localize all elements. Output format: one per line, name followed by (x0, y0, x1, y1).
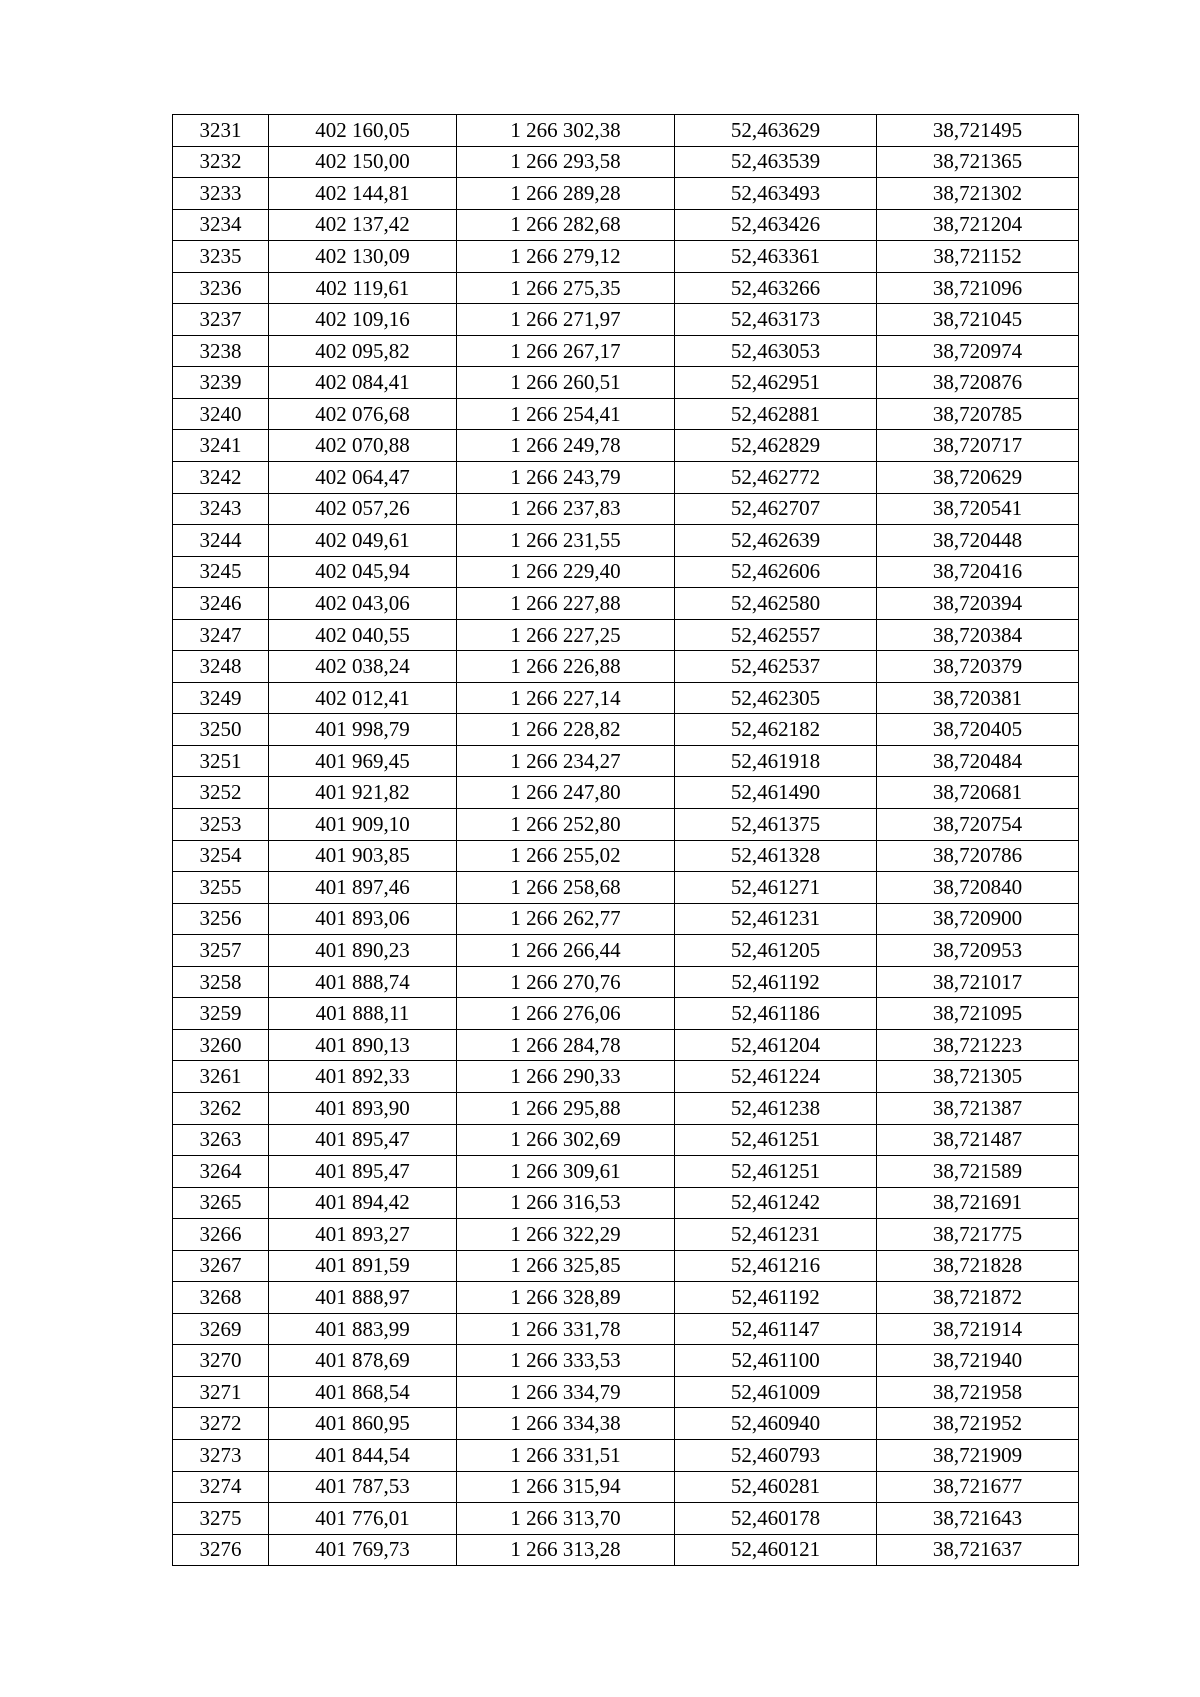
point-number-cell: 3253 (173, 809, 269, 841)
point-number-cell: 3265 (173, 1187, 269, 1219)
longitude-cell: 38,720394 (877, 588, 1079, 620)
latitude-cell: 52,463629 (675, 115, 877, 147)
y-coordinate-cell: 1 266 334,79 (457, 1376, 675, 1408)
x-coordinate-cell: 401 883,99 (269, 1313, 457, 1345)
latitude-cell: 52,461251 (675, 1156, 877, 1188)
longitude-cell: 38,721958 (877, 1376, 1079, 1408)
y-coordinate-cell: 1 266 295,88 (457, 1092, 675, 1124)
longitude-cell: 38,720629 (877, 462, 1079, 494)
longitude-cell: 38,721775 (877, 1219, 1079, 1251)
longitude-cell: 38,721677 (877, 1471, 1079, 1503)
y-coordinate-cell: 1 266 258,68 (457, 872, 675, 904)
longitude-cell: 38,721152 (877, 241, 1079, 273)
y-coordinate-cell: 1 266 271,97 (457, 304, 675, 336)
longitude-cell: 38,720484 (877, 745, 1079, 777)
latitude-cell: 52,461231 (675, 1219, 877, 1251)
latitude-cell: 52,461147 (675, 1313, 877, 1345)
latitude-cell: 52,462305 (675, 682, 877, 714)
longitude-cell: 38,721872 (877, 1282, 1079, 1314)
point-number-cell: 3248 (173, 651, 269, 683)
point-number-cell: 3243 (173, 493, 269, 525)
table-row (173, 777, 1079, 809)
point-number-cell: 3233 (173, 178, 269, 210)
latitude-cell: 52,461918 (675, 745, 877, 777)
latitude-cell: 52,462557 (675, 619, 877, 651)
table-row (173, 272, 1079, 304)
y-coordinate-cell: 1 266 237,83 (457, 493, 675, 525)
y-coordinate-cell: 1 266 262,77 (457, 903, 675, 935)
x-coordinate-cell: 402 043,06 (269, 588, 457, 620)
latitude-cell: 52,461375 (675, 809, 877, 841)
table-row (173, 651, 1079, 683)
table-row (173, 1250, 1079, 1282)
y-coordinate-cell: 1 266 270,76 (457, 966, 675, 998)
table-row (173, 556, 1079, 588)
longitude-cell: 38,721914 (877, 1313, 1079, 1345)
point-number-cell: 3271 (173, 1376, 269, 1408)
point-number-cell: 3246 (173, 588, 269, 620)
table-row (173, 1503, 1079, 1535)
table-row (173, 745, 1079, 777)
x-coordinate-cell: 401 888,11 (269, 998, 457, 1030)
x-coordinate-cell: 402 070,88 (269, 430, 457, 462)
x-coordinate-cell: 401 894,42 (269, 1187, 457, 1219)
latitude-cell: 52,463539 (675, 146, 877, 178)
longitude-cell: 38,720379 (877, 651, 1079, 683)
point-number-cell: 3254 (173, 840, 269, 872)
y-coordinate-cell: 1 266 331,78 (457, 1313, 675, 1345)
y-coordinate-cell: 1 266 227,14 (457, 682, 675, 714)
latitude-cell: 52,461100 (675, 1345, 877, 1377)
table-row (173, 1408, 1079, 1440)
latitude-cell: 52,462639 (675, 525, 877, 557)
longitude-cell: 38,721495 (877, 115, 1079, 147)
x-coordinate-cell: 401 892,33 (269, 1061, 457, 1093)
table-row (173, 430, 1079, 462)
point-number-cell: 3274 (173, 1471, 269, 1503)
table-row (173, 935, 1079, 967)
table-row (173, 493, 1079, 525)
x-coordinate-cell: 401 893,90 (269, 1092, 457, 1124)
table-row (173, 1156, 1079, 1188)
y-coordinate-cell: 1 266 255,02 (457, 840, 675, 872)
table-row (173, 398, 1079, 430)
y-coordinate-cell: 1 266 284,78 (457, 1029, 675, 1061)
table-row (173, 241, 1079, 273)
x-coordinate-cell: 401 860,95 (269, 1408, 457, 1440)
x-coordinate-cell: 401 893,06 (269, 903, 457, 935)
point-number-cell: 3237 (173, 304, 269, 336)
longitude-cell: 38,721095 (877, 998, 1079, 1030)
latitude-cell: 52,461009 (675, 1376, 877, 1408)
point-number-cell: 3249 (173, 682, 269, 714)
y-coordinate-cell: 1 266 334,38 (457, 1408, 675, 1440)
y-coordinate-cell: 1 266 328,89 (457, 1282, 675, 1314)
y-coordinate-cell: 1 266 282,68 (457, 209, 675, 241)
y-coordinate-cell: 1 266 254,41 (457, 398, 675, 430)
x-coordinate-cell: 401 895,47 (269, 1124, 457, 1156)
x-coordinate-cell: 402 040,55 (269, 619, 457, 651)
longitude-cell: 38,720384 (877, 619, 1079, 651)
longitude-cell: 38,720876 (877, 367, 1079, 399)
x-coordinate-cell: 402 119,61 (269, 272, 457, 304)
table-row (173, 1471, 1079, 1503)
y-coordinate-cell: 1 266 247,80 (457, 777, 675, 809)
table-row (173, 1439, 1079, 1471)
y-coordinate-cell: 1 266 289,28 (457, 178, 675, 210)
y-coordinate-cell: 1 266 267,17 (457, 335, 675, 367)
longitude-cell: 38,720405 (877, 714, 1079, 746)
longitude-cell: 38,720974 (877, 335, 1079, 367)
x-coordinate-cell: 402 038,24 (269, 651, 457, 683)
latitude-cell: 52,461242 (675, 1187, 877, 1219)
longitude-cell: 38,720840 (877, 872, 1079, 904)
x-coordinate-cell: 401 897,46 (269, 872, 457, 904)
point-number-cell: 3263 (173, 1124, 269, 1156)
x-coordinate-cell: 402 160,05 (269, 115, 457, 147)
point-number-cell: 3250 (173, 714, 269, 746)
y-coordinate-cell: 1 266 226,88 (457, 651, 675, 683)
table-row (173, 178, 1079, 210)
y-coordinate-cell: 1 266 325,85 (457, 1250, 675, 1282)
longitude-cell: 38,721096 (877, 272, 1079, 304)
point-number-cell: 3269 (173, 1313, 269, 1345)
x-coordinate-cell: 402 057,26 (269, 493, 457, 525)
table-row (173, 998, 1079, 1030)
table-row (173, 209, 1079, 241)
latitude-cell: 52,461192 (675, 966, 877, 998)
table-row (173, 1092, 1079, 1124)
x-coordinate-cell: 402 084,41 (269, 367, 457, 399)
latitude-cell: 52,461205 (675, 935, 877, 967)
latitude-cell: 52,460178 (675, 1503, 877, 1535)
x-coordinate-cell: 401 787,53 (269, 1471, 457, 1503)
x-coordinate-cell: 402 049,61 (269, 525, 457, 557)
longitude-cell: 38,721305 (877, 1061, 1079, 1093)
table-row (173, 525, 1079, 557)
longitude-cell: 38,721045 (877, 304, 1079, 336)
longitude-cell: 38,721302 (877, 178, 1079, 210)
latitude-cell: 52,462707 (675, 493, 877, 525)
table-row (173, 115, 1079, 147)
point-number-cell: 3259 (173, 998, 269, 1030)
point-number-cell: 3266 (173, 1219, 269, 1251)
point-number-cell: 3234 (173, 209, 269, 241)
latitude-cell: 52,462580 (675, 588, 877, 620)
latitude-cell: 52,462182 (675, 714, 877, 746)
y-coordinate-cell: 1 266 290,33 (457, 1061, 675, 1093)
point-number-cell: 3232 (173, 146, 269, 178)
x-coordinate-cell: 402 150,00 (269, 146, 457, 178)
point-number-cell: 3257 (173, 935, 269, 967)
longitude-cell: 38,721691 (877, 1187, 1079, 1219)
latitude-cell: 52,461204 (675, 1029, 877, 1061)
longitude-cell: 38,721940 (877, 1345, 1079, 1377)
latitude-cell: 52,461231 (675, 903, 877, 935)
x-coordinate-cell: 401 903,85 (269, 840, 457, 872)
longitude-cell: 38,721487 (877, 1124, 1079, 1156)
point-number-cell: 3252 (173, 777, 269, 809)
coordinates-table-body (173, 115, 1079, 1566)
y-coordinate-cell: 1 266 302,69 (457, 1124, 675, 1156)
latitude-cell: 52,463426 (675, 209, 877, 241)
y-coordinate-cell: 1 266 315,94 (457, 1471, 675, 1503)
y-coordinate-cell: 1 266 316,53 (457, 1187, 675, 1219)
point-number-cell: 3258 (173, 966, 269, 998)
longitude-cell: 38,721952 (877, 1408, 1079, 1440)
table-row (173, 1187, 1079, 1219)
table-row (173, 1376, 1079, 1408)
y-coordinate-cell: 1 266 234,27 (457, 745, 675, 777)
point-number-cell: 3244 (173, 525, 269, 557)
longitude-cell: 38,720381 (877, 682, 1079, 714)
latitude-cell: 52,462881 (675, 398, 877, 430)
table-row (173, 872, 1079, 904)
y-coordinate-cell: 1 266 309,61 (457, 1156, 675, 1188)
point-number-cell: 3264 (173, 1156, 269, 1188)
longitude-cell: 38,720448 (877, 525, 1079, 557)
x-coordinate-cell: 401 891,59 (269, 1250, 457, 1282)
point-number-cell: 3251 (173, 745, 269, 777)
y-coordinate-cell: 1 266 249,78 (457, 430, 675, 462)
latitude-cell: 52,462606 (675, 556, 877, 588)
latitude-cell: 52,460121 (675, 1534, 877, 1566)
point-number-cell: 3267 (173, 1250, 269, 1282)
y-coordinate-cell: 1 266 228,82 (457, 714, 675, 746)
table-row (173, 335, 1079, 367)
x-coordinate-cell: 401 868,54 (269, 1376, 457, 1408)
latitude-cell: 52,461238 (675, 1092, 877, 1124)
latitude-cell: 52,461490 (675, 777, 877, 809)
latitude-cell: 52,461251 (675, 1124, 877, 1156)
table-row (173, 840, 1079, 872)
x-coordinate-cell: 401 890,23 (269, 935, 457, 967)
x-coordinate-cell: 401 893,27 (269, 1219, 457, 1251)
y-coordinate-cell: 1 266 333,53 (457, 1345, 675, 1377)
x-coordinate-cell: 402 137,42 (269, 209, 457, 241)
longitude-cell: 38,720953 (877, 935, 1079, 967)
point-number-cell: 3245 (173, 556, 269, 588)
point-number-cell: 3256 (173, 903, 269, 935)
longitude-cell: 38,720786 (877, 840, 1079, 872)
longitude-cell: 38,721204 (877, 209, 1079, 241)
x-coordinate-cell: 401 895,47 (269, 1156, 457, 1188)
x-coordinate-cell: 402 064,47 (269, 462, 457, 494)
longitude-cell: 38,720717 (877, 430, 1079, 462)
y-coordinate-cell: 1 266 313,28 (457, 1534, 675, 1566)
longitude-cell: 38,720785 (877, 398, 1079, 430)
latitude-cell: 52,462537 (675, 651, 877, 683)
x-coordinate-cell: 401 769,73 (269, 1534, 457, 1566)
x-coordinate-cell: 401 921,82 (269, 777, 457, 809)
table-row (173, 966, 1079, 998)
point-number-cell: 3255 (173, 872, 269, 904)
latitude-cell: 52,462829 (675, 430, 877, 462)
x-coordinate-cell: 401 909,10 (269, 809, 457, 841)
longitude-cell: 38,721828 (877, 1250, 1079, 1282)
y-coordinate-cell: 1 266 313,70 (457, 1503, 675, 1535)
x-coordinate-cell: 401 888,97 (269, 1282, 457, 1314)
latitude-cell: 52,460793 (675, 1439, 877, 1471)
y-coordinate-cell: 1 266 252,80 (457, 809, 675, 841)
longitude-cell: 38,721223 (877, 1029, 1079, 1061)
latitude-cell: 52,460281 (675, 1471, 877, 1503)
table-row (173, 1282, 1079, 1314)
table-row (173, 146, 1079, 178)
point-number-cell: 3236 (173, 272, 269, 304)
table-row (173, 1029, 1079, 1061)
point-number-cell: 3275 (173, 1503, 269, 1535)
longitude-cell: 38,720900 (877, 903, 1079, 935)
longitude-cell: 38,720681 (877, 777, 1079, 809)
longitude-cell: 38,720416 (877, 556, 1079, 588)
table-row (173, 903, 1079, 935)
point-number-cell: 3235 (173, 241, 269, 273)
latitude-cell: 52,463266 (675, 272, 877, 304)
x-coordinate-cell: 402 095,82 (269, 335, 457, 367)
longitude-cell: 38,721589 (877, 1156, 1079, 1188)
point-number-cell: 3272 (173, 1408, 269, 1440)
point-number-cell: 3240 (173, 398, 269, 430)
point-number-cell: 3241 (173, 430, 269, 462)
y-coordinate-cell: 1 266 231,55 (457, 525, 675, 557)
y-coordinate-cell: 1 266 302,38 (457, 115, 675, 147)
x-coordinate-cell: 402 076,68 (269, 398, 457, 430)
coordinates-table (172, 114, 1079, 1566)
latitude-cell: 52,461186 (675, 998, 877, 1030)
latitude-cell: 52,463053 (675, 335, 877, 367)
latitude-cell: 52,463173 (675, 304, 877, 336)
longitude-cell: 38,721017 (877, 966, 1079, 998)
point-number-cell: 3247 (173, 619, 269, 651)
point-number-cell: 3276 (173, 1534, 269, 1566)
longitude-cell: 38,721909 (877, 1439, 1079, 1471)
point-number-cell: 3273 (173, 1439, 269, 1471)
point-number-cell: 3231 (173, 115, 269, 147)
longitude-cell: 38,720754 (877, 809, 1079, 841)
point-number-cell: 3239 (173, 367, 269, 399)
latitude-cell: 52,461328 (675, 840, 877, 872)
x-coordinate-cell: 401 998,79 (269, 714, 457, 746)
table-row (173, 462, 1079, 494)
y-coordinate-cell: 1 266 227,25 (457, 619, 675, 651)
table-row (173, 682, 1079, 714)
point-number-cell: 3238 (173, 335, 269, 367)
x-coordinate-cell: 401 844,54 (269, 1439, 457, 1471)
y-coordinate-cell: 1 266 331,51 (457, 1439, 675, 1471)
point-number-cell: 3268 (173, 1282, 269, 1314)
latitude-cell: 52,461271 (675, 872, 877, 904)
y-coordinate-cell: 1 266 276,06 (457, 998, 675, 1030)
table-row (173, 714, 1079, 746)
table-row (173, 619, 1079, 651)
table-row (173, 304, 1079, 336)
y-coordinate-cell: 1 266 260,51 (457, 367, 675, 399)
table-row (173, 1061, 1079, 1093)
point-number-cell: 3242 (173, 462, 269, 494)
y-coordinate-cell: 1 266 275,35 (457, 272, 675, 304)
y-coordinate-cell: 1 266 229,40 (457, 556, 675, 588)
latitude-cell: 52,462951 (675, 367, 877, 399)
longitude-cell: 38,721643 (877, 1503, 1079, 1535)
table-row (173, 1534, 1079, 1566)
x-coordinate-cell: 401 776,01 (269, 1503, 457, 1535)
table-row (173, 1219, 1079, 1251)
latitude-cell: 52,460940 (675, 1408, 877, 1440)
x-coordinate-cell: 401 890,13 (269, 1029, 457, 1061)
y-coordinate-cell: 1 266 243,79 (457, 462, 675, 494)
y-coordinate-cell: 1 266 266,44 (457, 935, 675, 967)
x-coordinate-cell: 401 969,45 (269, 745, 457, 777)
longitude-cell: 38,720541 (877, 493, 1079, 525)
point-number-cell: 3261 (173, 1061, 269, 1093)
table-row (173, 809, 1079, 841)
point-number-cell: 3270 (173, 1345, 269, 1377)
y-coordinate-cell: 1 266 279,12 (457, 241, 675, 273)
latitude-cell: 52,461224 (675, 1061, 877, 1093)
point-number-cell: 3260 (173, 1029, 269, 1061)
x-coordinate-cell: 402 130,09 (269, 241, 457, 273)
latitude-cell: 52,463493 (675, 178, 877, 210)
latitude-cell: 52,463361 (675, 241, 877, 273)
table-row (173, 1345, 1079, 1377)
table-row (173, 1313, 1079, 1345)
table-row (173, 1124, 1079, 1156)
y-coordinate-cell: 1 266 293,58 (457, 146, 675, 178)
x-coordinate-cell: 402 012,41 (269, 682, 457, 714)
point-number-cell: 3262 (173, 1092, 269, 1124)
x-coordinate-cell: 401 888,74 (269, 966, 457, 998)
latitude-cell: 52,461216 (675, 1250, 877, 1282)
x-coordinate-cell: 402 045,94 (269, 556, 457, 588)
latitude-cell: 52,461192 (675, 1282, 877, 1314)
x-coordinate-cell: 402 109,16 (269, 304, 457, 336)
longitude-cell: 38,721637 (877, 1534, 1079, 1566)
table-row (173, 367, 1079, 399)
longitude-cell: 38,721387 (877, 1092, 1079, 1124)
x-coordinate-cell: 401 878,69 (269, 1345, 457, 1377)
latitude-cell: 52,462772 (675, 462, 877, 494)
longitude-cell: 38,721365 (877, 146, 1079, 178)
y-coordinate-cell: 1 266 227,88 (457, 588, 675, 620)
table-row (173, 588, 1079, 620)
y-coordinate-cell: 1 266 322,29 (457, 1219, 675, 1251)
x-coordinate-cell: 402 144,81 (269, 178, 457, 210)
